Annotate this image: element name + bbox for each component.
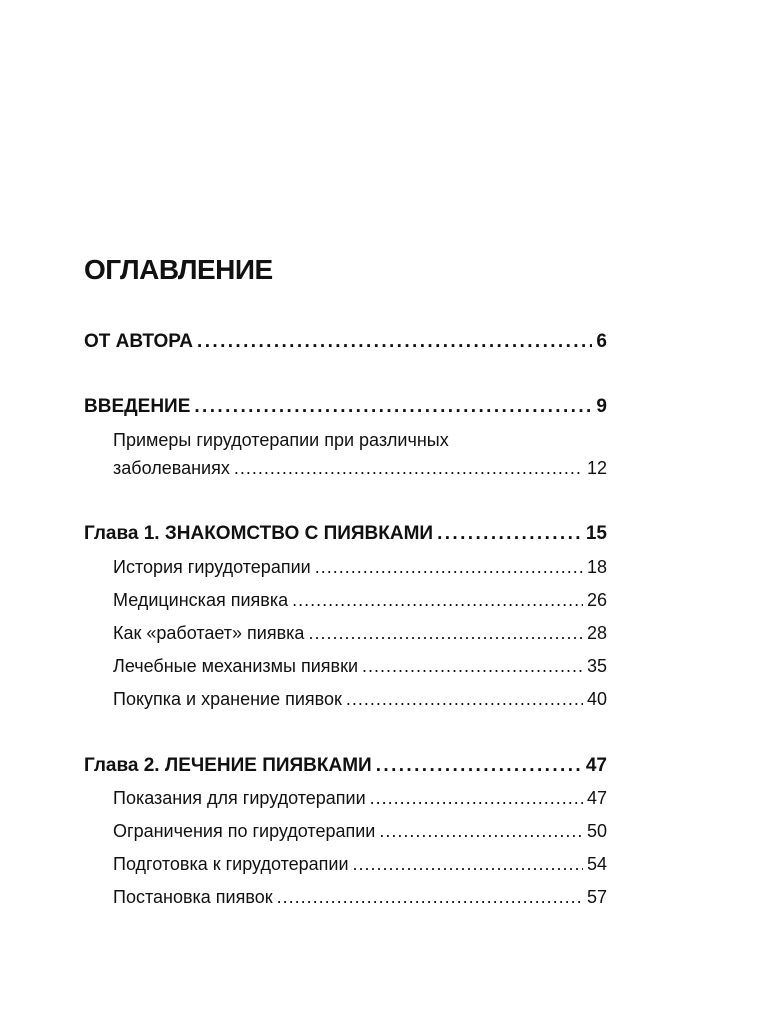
toc-entry-label: Глава 1. ЗНАКОМСТВО С ПИЯВКАМИ bbox=[84, 523, 434, 544]
toc-entry-label: Покупка и хранение пиявок bbox=[113, 689, 342, 709]
toc-entry-page: 47 bbox=[586, 788, 607, 808]
toc-leader-dots bbox=[234, 458, 583, 479]
toc-entry-ch1-history bbox=[113, 557, 607, 578]
toc-entry-label: История гирудотерапии bbox=[113, 557, 311, 577]
toc-leader-dots bbox=[362, 656, 583, 677]
toc-leader-dots bbox=[370, 788, 583, 809]
toc-leader-dots bbox=[197, 331, 592, 353]
toc-entry-label: Как «работает» пиявка bbox=[113, 623, 305, 643]
toc-leader-dots bbox=[315, 557, 583, 578]
toc-entry-label: Глава 2. ЛЕЧЕНИЕ ПИЯВКАМИ bbox=[84, 755, 372, 776]
toc-title: ОГЛАВЛЕНИЕ bbox=[84, 254, 273, 285]
toc-entry-ch1-medical-leech bbox=[113, 590, 607, 611]
toc-entry-ch1-buying bbox=[113, 689, 607, 710]
toc-entry-ch2-indications bbox=[113, 788, 607, 809]
toc-entry-ch1-how-works bbox=[113, 623, 607, 644]
toc-entry-page: 6 bbox=[596, 331, 607, 352]
toc-leader-dots bbox=[437, 523, 582, 545]
toc-entry-page: 40 bbox=[586, 689, 607, 709]
toc-entry-chapter2 bbox=[84, 755, 607, 777]
toc-entry-label: Лечебные механизмы пиявки bbox=[113, 656, 359, 676]
toc-leader-dots bbox=[308, 623, 583, 644]
toc-entry-label: Ограничения по гирудотерапии bbox=[113, 821, 376, 841]
toc-entry-intro-examples-line1: Примеры гирудотерапии при различных bbox=[113, 430, 449, 450]
toc-entry-label: ОТ АВТОРА bbox=[84, 331, 194, 352]
toc-entry-page: 15 bbox=[585, 523, 607, 544]
toc-entry-ch2-preparation bbox=[113, 854, 607, 875]
toc-leader-dots bbox=[353, 854, 583, 875]
toc-entry-page: 9 bbox=[596, 396, 607, 417]
toc-entry-label: Подготовка к гирудотерапии bbox=[113, 854, 349, 874]
toc-entry-page: 50 bbox=[586, 821, 607, 841]
toc-entry-label: Показания для гирудотерапии bbox=[113, 788, 366, 808]
toc-leader-dots bbox=[346, 689, 583, 710]
toc-entry-page: 26 bbox=[586, 590, 607, 610]
toc-entry-label: Медицинская пиявка bbox=[113, 590, 289, 610]
toc-entry-label: Постановка пиявок bbox=[113, 887, 273, 907]
toc-leader-dots bbox=[379, 821, 583, 842]
toc-entry-label: ВВЕДЕНИЕ bbox=[84, 396, 191, 417]
toc-entry-ch2-limitations bbox=[113, 821, 607, 842]
toc-leader-dots bbox=[292, 590, 583, 611]
toc-entry-page: 54 bbox=[586, 854, 607, 874]
toc-entry-page: 35 bbox=[586, 656, 607, 676]
toc-entry-page: 12 bbox=[586, 458, 607, 478]
toc-leader-dots bbox=[194, 396, 592, 418]
toc-entry-from-author bbox=[84, 331, 607, 353]
toc-entry-intro bbox=[84, 396, 607, 418]
toc-leader-dots bbox=[277, 887, 583, 908]
toc-entry-page: 47 bbox=[585, 755, 607, 776]
toc-entry-label: заболеваниях bbox=[113, 458, 230, 478]
toc-entry-ch2-placement bbox=[113, 887, 607, 908]
toc-entry-page: 28 bbox=[586, 623, 607, 643]
toc-entry-intro-examples bbox=[113, 458, 607, 479]
toc-entry-page: 57 bbox=[586, 887, 607, 907]
toc-leader-dots bbox=[376, 755, 582, 777]
toc-entry-chapter1 bbox=[84, 523, 607, 545]
toc-entry-page: 18 bbox=[586, 557, 607, 577]
toc-entry-ch1-mechanisms bbox=[113, 656, 607, 677]
